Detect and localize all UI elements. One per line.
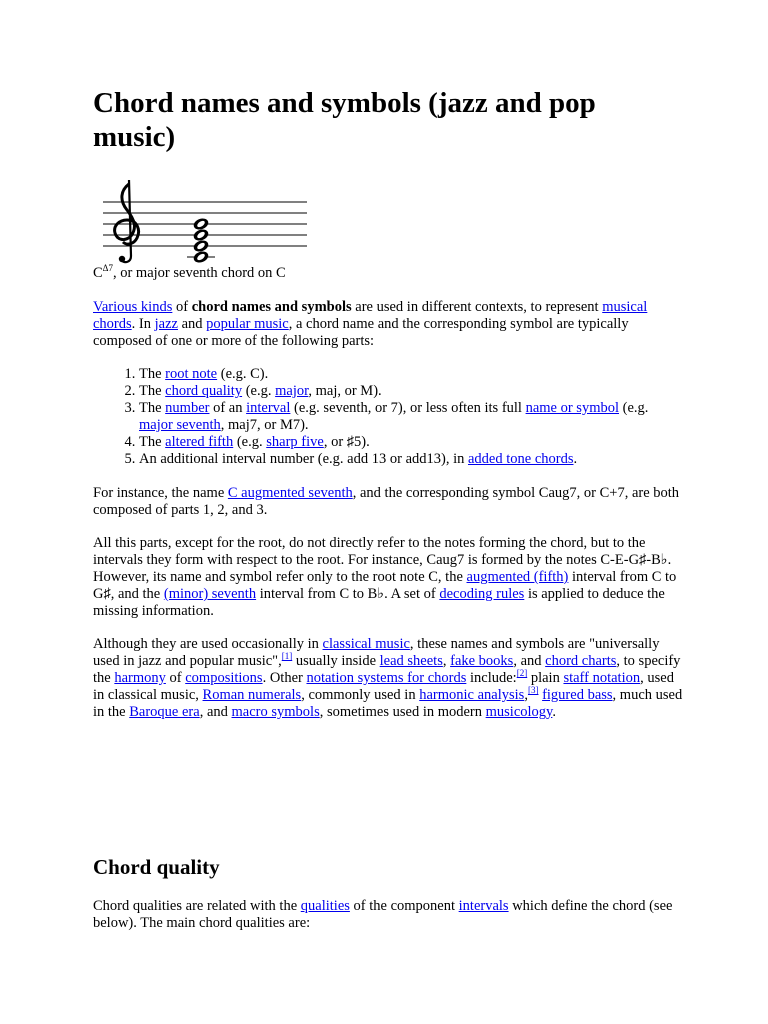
chord-parts-list — [93, 366, 683, 468]
link-musicology[interactable]: musicology — [485, 704, 553, 720]
link-intervals[interactable]: intervals — [458, 898, 509, 914]
link-classical-music[interactable]: classical music — [322, 636, 410, 652]
link-major[interactable]: major — [275, 383, 309, 399]
link-augmented-fifth[interactable]: augmented (fifth) — [466, 569, 569, 585]
link-harmonic-analysis[interactable]: harmonic analysis — [419, 687, 525, 703]
link-altered-fifth[interactable]: altered fifth — [165, 434, 234, 450]
page-title: Chord names and symbols (jazz and pop music) — [93, 87, 596, 153]
reference-3[interactable]: [3] — [527, 685, 539, 695]
reference-1[interactable]: [1] — [281, 651, 293, 661]
link-various-kinds[interactable]: Various kinds — [93, 299, 173, 315]
link-figured-bass[interactable]: figured bass — [542, 687, 613, 703]
usage-paragraph: Although they are used occasionally in classical music, these names and symbols are "universally used in jazz and popular music",[1] usually inside lead sheets, fake books, and chord charts, to specify the harmony of compositions. Other notation systems for chords include:[2] plain staff notation, used in classical music, Roman numerals, commonly used in harmonic analysis,[3] figured bass, much used in the Baroque era, and macro symbols, sometimes used in modern musicology. — [93, 636, 683, 720]
link-musical-chords[interactable]: musical chords — [93, 299, 648, 332]
link-harmony[interactable]: harmony — [114, 670, 166, 686]
link-number[interactable]: number — [165, 400, 210, 416]
image-caption: $C^{\Delta 7}$, or major seventh chord on C — [93, 263, 286, 281]
link-major-seventh[interactable]: major seventh — [139, 417, 221, 433]
intervals-paragraph: All this parts, except for the root, do not directly refer to the notes forming the chord, but to the intervals they form with respect to the root. For instance, Caug7 is formed by the notes C-E-G♯-B♭. However, its name and symbol refer only to the root note C, the augmented (fifth) interval from C to G♯, and the (minor) seventh interval from C to B♭. A set of decoding rules is applied to deduce the missing information. — [93, 535, 677, 619]
link-sharp-five[interactable]: sharp five — [266, 434, 324, 450]
link-chord-quality[interactable]: chord quality — [165, 383, 243, 399]
link-popular-music[interactable]: popular music — [206, 316, 289, 332]
link-baroque-era[interactable]: Baroque era — [129, 704, 200, 720]
link-name-or-symbol[interactable]: name or symbol — [525, 400, 620, 416]
link-interval[interactable]: interval — [246, 400, 291, 416]
list-item: 2. The chord quality (e.g. major, maj, or M). — [139, 383, 683, 400]
link-macro-symbols[interactable]: macro symbols — [231, 704, 320, 720]
link-c-augmented-seventh[interactable]: C augmented seventh — [227, 485, 353, 501]
link-staff-notation[interactable]: staff notation — [563, 670, 641, 686]
link-chord-charts[interactable]: chord charts — [545, 653, 617, 669]
link-fake-books[interactable]: fake books — [450, 653, 514, 669]
list-item: 1. The root note (e.g. C). — [139, 366, 683, 383]
link-notation-systems[interactable]: notation systems for chords — [306, 670, 467, 686]
link-compositions[interactable]: compositions — [185, 670, 263, 686]
list-item: 4. The altered fifth (e.g. sharp five, or ♯5). — [139, 434, 683, 451]
link-qualities[interactable]: qualities — [300, 898, 350, 914]
chord-quality-paragraph: Chord qualities are related with the qualities of the component intervals which define the chord (see below). The main chord qualities are: — [93, 898, 673, 931]
link-jazz[interactable]: jazz — [154, 316, 178, 332]
intro-paragraph: Various kinds of chord names and symbols are used in different contexts, to represent musical chords. In jazz and popular music, a chord name and the corresponding symbol are typically composed of one or more of the following parts: — [93, 299, 648, 349]
link-root-note[interactable]: root note — [165, 366, 218, 382]
chord-staff-image — [101, 176, 311, 266]
link-roman-numerals[interactable]: Roman numerals — [202, 687, 302, 703]
list-item: 5. An additional interval number (e.g. add 13 or add13), in added tone chords. — [139, 451, 683, 468]
section-heading-chord-quality: Chord quality — [93, 855, 220, 879]
list-item: 3. The number of an interval (e.g. seventh, or 7), or less often its full name or symbol (e.g. major seventh, maj7, or M7). — [139, 400, 683, 434]
instance-paragraph: For instance, the name C augmented seventh, and the corresponding symbol Caug7, or C+7, are both composed of parts 1, 2, and 3. — [93, 485, 680, 518]
treble-clef-icon — [115, 180, 139, 262]
link-decoding-rules[interactable]: decoding rules — [439, 586, 525, 602]
link-minor-seventh[interactable]: (minor) seventh — [163, 586, 257, 602]
link-added-tone-chords[interactable]: added tone chords — [467, 451, 574, 467]
link-lead-sheets[interactable]: lead sheets — [379, 653, 443, 669]
reference-2[interactable]: [2] — [516, 668, 528, 678]
treble-staff-notation — [101, 176, 311, 266]
